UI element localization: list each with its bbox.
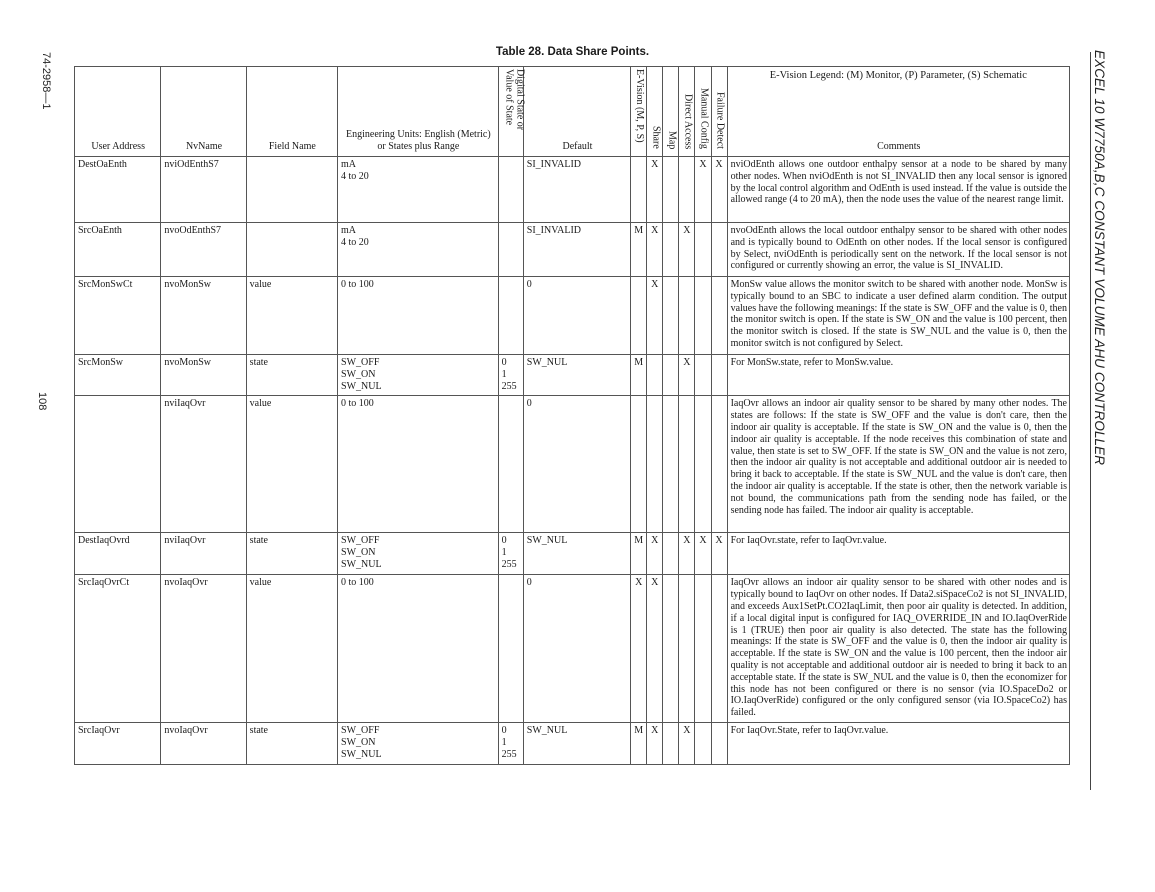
cell-manual-config [695,277,711,355]
table-row [75,223,1070,277]
header-manual-config-text: Manual Config [698,88,710,150]
cell-default: SI_INVALID [523,157,630,223]
cell-digital-state-line: 1 [501,368,507,380]
table-row [75,723,1070,765]
cell-share: X [647,723,663,765]
cell-failure-detect [711,396,727,533]
cell-nv-name: nvoIaqOvr [161,723,246,765]
table-row [75,355,1070,396]
table-row [75,396,1070,533]
header-failure-detect-text: Failure Detect [714,92,726,150]
cell-engineering-units-line: SW_OFF [341,357,380,368]
cell-user-address: SrcIaqOvr [75,723,161,765]
cell-engineering-units-line: SW_ON [341,368,376,380]
cell-share [647,396,663,533]
cell-digital-state-line: 255 [501,748,517,760]
cell-engineering-units [338,355,499,396]
cell-engineering-units-line: 0 to 100 [341,279,374,290]
header-digital-state [498,67,526,157]
cell-failure-detect [711,277,727,355]
cell-engineering-units-line: SW_NUL [341,748,382,760]
cell-digital-state-line: 1 [501,547,507,559]
cell-engineering-units [338,533,499,575]
cell-digital-state-line: 255 [501,558,517,570]
cell-evision [631,396,647,533]
cell-field-name: value [246,575,337,723]
cell-engineering-units-line: SW_ON [341,547,376,559]
cell-engineering-units-line: SW_OFF [341,535,380,547]
cell-user-address: SrcIaqOvrCt [75,575,161,723]
cell-evision: M [631,223,647,277]
cell-comment: nvoOdEnth allows the local outdoor enthalpy sensor to be shared with other nodes and is typically bound to OdEnth on other nodes. If the local sensor is configured by Select, nviOdEnth is periodically sent on the network. If the local sensor is not configured or currently showing an error, the value is SI_INVALID. [727,223,1069,277]
cell-share: X [647,575,663,723]
cell-evision: X [631,575,647,723]
cell-digital-state [498,277,523,355]
cell-engineering-units-line: SW_OFF [341,725,380,737]
cell-comment: For IaqOvr.state, refer to IaqOvr.value. [727,533,1069,575]
cell-map [663,575,679,723]
cell-engineering-units [338,277,499,355]
cell-digital-state-line: 0 [501,535,507,547]
table-row [75,533,1070,575]
header-evision [631,67,647,157]
data-share-points-table [74,66,1070,765]
cell-comment: IaqOvr allows an indoor air quality sensor to be shared by many other nodes. The states are follows: If the state is SW_OFF and the value is don't care, then the indoor air quality is acceptable. If the state is SW_ON and the value is 0, then the indoor air quality is acceptable. If the node receives this combination of state and value, then state is set to SW_OFF. If the state is SW_ON and the value is not zero, then the indoor air quality is not acceptable and additional outdoor air is needed to bring it back to acceptable. If the state is SW_NUL and the value is don't care, then the indoor air quality is acceptable. If the state is other, then the network variable is not bound, the communications path from the sending node has failed, or the sending node has failed. The indoor air quality is acceptable. [727,396,1069,533]
cell-direct-access: X [679,223,695,277]
cell-digital-state-line: 0 [501,725,507,737]
cell-map [663,533,679,575]
cell-failure-detect: X [711,157,727,223]
header-map [663,67,679,157]
cell-default: 0 [523,575,630,723]
header-row [75,67,1070,157]
cell-failure-detect [711,223,727,277]
header-direct-access [679,67,695,157]
header-nv-name: NvName [161,67,246,157]
cell-engineering-units [338,575,499,723]
cell-share [647,355,663,396]
cell-map [663,277,679,355]
cell-evision: M [631,355,647,396]
cell-map [663,223,679,277]
header-digital-state-text: Digital State or Value of State [503,69,526,131]
cell-field-name [246,157,337,223]
cell-default: 0 [523,396,630,533]
cell-digital-state [498,396,523,533]
cell-direct-access [679,575,695,723]
cell-engineering-units-line: SW_NUL [341,380,382,392]
cell-evision [631,277,647,355]
cell-failure-detect [711,723,727,765]
cell-map [663,157,679,223]
cell-direct-access [679,157,695,223]
cell-field-name: state [246,723,337,765]
cell-default: SI_INVALID [523,223,630,277]
cell-comment: IaqOvr allows an indoor air quality sensor to be shared with other nodes and is typically bound to IaqOvr on other nodes. If Data2.siSpaceCo2 is not SI_INVALID, and exceeds Aux1SetPt.CO2IaqLimit, then poor air quality is detected. In addition, if a local digital input is configured for IAQ_OVERRIDE_IN and IO.IaqOverRide is 1 (TRUE) then poor air quality is also detected. The state has the following meanings: If the state is SW_OFF and the value is 0, then the indoor air quality is acceptable. If the state is SW_ON and the value is 100 percent, then the indoor air quality is not acceptable and additional outdoor air is needed to bring it back to an acceptable state. If the state is SW_NUL and the value is 0, then the economizer for this node has not been configured or there is no sensor (via IO.SpaceDo2 or IO.IaqOverRide) configured or the only configured sensor (via IO.SpaceCo2) has failed. [727,575,1069,723]
cell-share: X [647,277,663,355]
evision-legend: E-Vision Legend: (M) Monitor, (P) Parameter, (S) Schematic [769,70,1027,81]
cell-field-name: state [246,355,337,396]
running-title: EXCEL 10 W7750A,B,C CONSTANT VOLUME AHU CONTROLLER [1092,50,1107,466]
cell-manual-config [695,575,711,723]
cell-comment: For MonSw.state, refer to MonSw.value. [727,355,1069,396]
cell-user-address: DestOaEnth [75,157,161,223]
cell-nv-name: nvoOdEnthS7 [161,223,246,277]
header-default: Default [523,67,630,157]
cell-manual-config [695,355,711,396]
cell-engineering-units-line: SW_ON [341,737,376,749]
header-direct-access-text: Direct Access [682,93,694,150]
cell-field-name [246,223,337,277]
cell-manual-config [695,723,711,765]
cell-digital-state [498,157,523,223]
cell-failure-detect: X [711,533,727,575]
cell-manual-config: X [695,533,711,575]
cell-evision: M [631,723,647,765]
cell-engineering-units-line: mA [341,159,357,170]
cell-field-name: value [246,277,337,355]
cell-evision [631,157,647,223]
cell-direct-access [679,396,695,533]
header-user-address: User Address [75,67,161,157]
cell-share: X [647,223,663,277]
cell-nv-name: nviIaqOvr [161,533,246,575]
cell-digital-state [498,533,523,575]
table-row [75,157,1070,223]
header-evision-text: E-Vision (M, P, S) [634,69,646,143]
margin-rule [1090,52,1091,790]
cell-nv-name: nvoMonSw [161,355,246,396]
header-manual-config [695,67,711,157]
header-share-text: Share [650,126,662,150]
cell-user-address: DestIaqOvrd [75,533,161,575]
doc-number-text: 74-2958—1 [40,52,52,110]
cell-failure-detect [711,355,727,396]
cell-nv-name: nviOdEnthS7 [161,157,246,223]
cell-digital-state [498,723,523,765]
cell-nv-name: nvoMonSw [161,277,246,355]
header-share [647,67,663,157]
cell-map [663,396,679,533]
cell-map [663,355,679,396]
cell-engineering-units-line: 0 to 100 [341,398,374,410]
cell-field-name: state [246,533,337,575]
cell-default: 0 [523,277,630,355]
cell-map [663,723,679,765]
header-failure-detect [711,67,727,157]
cell-direct-access [679,277,695,355]
cell-direct-access: X [679,355,695,396]
header-comments-text: Comments [877,141,921,153]
cell-direct-access: X [679,723,695,765]
cell-direct-access: X [679,533,695,575]
cell-engineering-units [338,723,499,765]
header-map-text: Map [666,130,678,150]
cell-digital-state [498,355,523,396]
cell-engineering-units [338,396,499,533]
cell-nv-name: nvoIaqOvr [161,575,246,723]
cell-digital-state-line: 255 [501,380,517,392]
cell-failure-detect [711,575,727,723]
cell-engineering-units [338,157,499,223]
table-row [75,277,1070,355]
cell-engineering-units-line: 0 to 100 [341,577,374,589]
cell-comment: MonSw value allows the monitor switch to be shared with another node. MonSw is typically bound to an SBC to indicate a user defined alarm condition. The output values have the following meanings: If the state is SW_OFF and the value is 0, then the monitor switch is open. If the state is SW_ON and the value is 100 percent, then the monitor switch is closed. If the state is SW_NUL and the value is 0, then the monitor switch is not configured by Select. [727,277,1069,355]
cell-user-address: SrcMonSwCt [75,277,161,355]
cell-user-address: SrcOaEnth [75,223,161,277]
cell-digital-state [498,223,523,277]
cell-engineering-units-line: mA [341,225,357,236]
table-row [75,575,1070,723]
cell-comment: For IaqOvr.State, refer to IaqOvr.value. [727,723,1069,765]
cell-user-address: SrcMonSw [75,355,161,396]
cell-digital-state-line: 0 [501,357,507,368]
cell-share: X [647,533,663,575]
cell-manual-config: X [695,157,711,223]
cell-default: SW_NUL [523,533,630,575]
cell-share: X [647,157,663,223]
cell-manual-config [695,223,711,277]
cell-evision: M [631,533,647,575]
cell-engineering-units-line: 4 to 20 [341,170,369,182]
cell-field-name: value [246,396,337,533]
cell-nv-name: nviIaqOvr [161,396,246,533]
cell-default: SW_NUL [523,723,630,765]
cell-engineering-units-line: SW_NUL [341,558,382,570]
cell-default: SW_NUL [523,355,630,396]
doc-number [36,52,52,411]
table-title: Table 28. Data Share Points. [495,46,650,58]
header-comments [727,67,1069,157]
cell-digital-state [498,575,523,723]
cell-engineering-units-line: 4 to 20 [341,236,369,248]
cell-comment: nviOdEnth allows one outdoor enthalpy sensor at a node to be shared by many other nodes. When nviOdEnth is not SI_INVALID then any local sensor is ignored by the local control algorithm and OdEnth is used instead. If the value is outside the allowed range (4 to 20 mA), then the node uses the value of the nearest range limit. [727,157,1069,223]
cell-manual-config [695,396,711,533]
page-number: 108 [36,392,48,411]
header-field-name: Field Name [246,67,337,157]
header-engineering-units: Engineering Units: English (Metric) or States plus Range [338,67,499,157]
cell-digital-state-line: 1 [501,737,507,749]
table-body [75,157,1070,765]
cell-engineering-units [338,223,499,277]
cell-user-address [75,396,161,533]
